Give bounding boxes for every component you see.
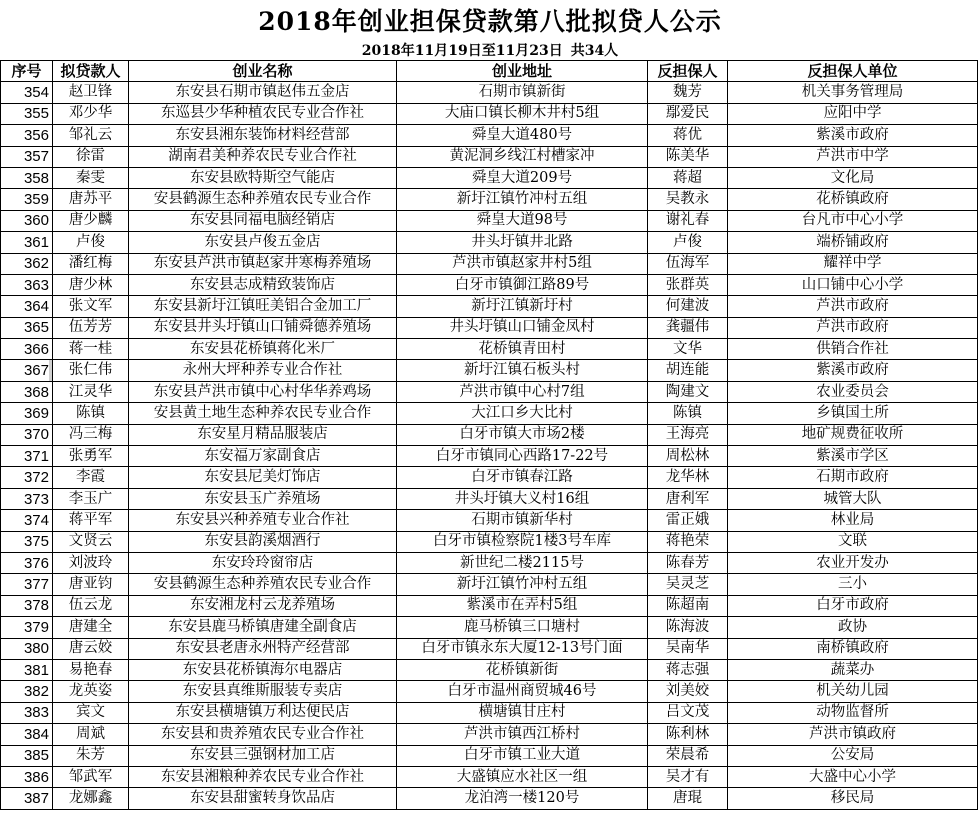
- cell-guarantor-unit[interactable]: 紫溪市学区: [728, 446, 978, 467]
- cell-serial[interactable]: 387: [1, 788, 53, 809]
- cell-serial[interactable]: 364: [1, 296, 53, 317]
- cell-business-address[interactable]: 鹿马桥镇三口塘村: [397, 617, 648, 638]
- cell-serial[interactable]: 380: [1, 638, 53, 659]
- cell-serial[interactable]: 377: [1, 574, 53, 595]
- cell-serial[interactable]: 363: [1, 274, 53, 295]
- cell-business-address[interactable]: 白牙市镇同心西路17-22号: [397, 446, 648, 467]
- cell-serial[interactable]: 379: [1, 617, 53, 638]
- cell-guarantor[interactable]: 陈海波: [648, 617, 728, 638]
- table-row: [1, 574, 978, 595]
- cell-guarantor[interactable]: 陈镇: [648, 403, 728, 424]
- cell-guarantor-unit[interactable]: 供销合作社: [728, 339, 978, 360]
- cell-business-name[interactable]: 东安县湘东装饰材料经营部: [129, 125, 397, 146]
- cell-guarantor-unit[interactable]: 文化局: [728, 167, 978, 188]
- cell-business-name[interactable]: 永州大坪种养专业合作社: [129, 360, 397, 381]
- table-row: [1, 595, 978, 616]
- cell-business-address[interactable]: 舜皇大道480号: [397, 125, 648, 146]
- cell-guarantor[interactable]: 吴南华: [648, 638, 728, 659]
- cell-borrower[interactable]: 赵卫锋: [53, 82, 129, 103]
- cell-guarantor[interactable]: 唐琨: [648, 788, 728, 809]
- cell-guarantor[interactable]: 吕文茂: [648, 702, 728, 723]
- cell-serial[interactable]: 370: [1, 424, 53, 445]
- cell-serial[interactable]: 378: [1, 595, 53, 616]
- cell-borrower[interactable]: 刘波玲: [53, 552, 129, 573]
- cell-business-address[interactable]: 井头圩镇大义村16组: [397, 488, 648, 509]
- cell-borrower[interactable]: 邹礼云: [53, 125, 129, 146]
- table-row: [1, 702, 978, 723]
- cell-serial[interactable]: 368: [1, 381, 53, 402]
- cell-business-name[interactable]: 东安县韵溪烟酒行: [129, 531, 397, 552]
- cell-guarantor[interactable]: 蒋艳荣: [648, 531, 728, 552]
- cell-guarantor[interactable]: 蒋志强: [648, 659, 728, 680]
- cell-guarantor[interactable]: 张群英: [648, 274, 728, 295]
- cell-business-name[interactable]: 东安星月精品服装店: [129, 424, 397, 445]
- cell-guarantor[interactable]: 胡连能: [648, 360, 728, 381]
- cell-business-name[interactable]: 东安县井头圩镇山口铺舜德养殖场: [129, 317, 397, 338]
- cell-business-name[interactable]: 东安县玉广养殖场: [129, 488, 397, 509]
- cell-serial[interactable]: 373: [1, 488, 53, 509]
- cell-borrower[interactable]: 张勇军: [53, 446, 129, 467]
- cell-business-name[interactable]: 东安县尼美灯饰店: [129, 467, 397, 488]
- cell-business-name[interactable]: 东安县老唐永州特产经营部: [129, 638, 397, 659]
- table-row: [1, 424, 978, 445]
- column-header-guarantor[interactable]: 反担保人: [648, 61, 728, 82]
- table-row: [1, 189, 978, 210]
- cell-business-address[interactable]: 芦洪市镇赵家井村5组: [397, 253, 648, 274]
- cell-guarantor-unit[interactable]: 林业局: [728, 510, 978, 531]
- cell-business-address[interactable]: 黄泥洞乡线江村槽家冲: [397, 146, 648, 167]
- cell-serial[interactable]: 374: [1, 510, 53, 531]
- cell-business-name[interactable]: 东安福万家副食店: [129, 446, 397, 467]
- cell-serial[interactable]: 375: [1, 531, 53, 552]
- loan-applicant-table: [0, 60, 978, 810]
- cell-serial[interactable]: 376: [1, 552, 53, 573]
- column-header-serial[interactable]: 序号: [1, 61, 53, 82]
- cell-guarantor-unit[interactable]: 文联: [728, 531, 978, 552]
- cell-guarantor[interactable]: 蒋超: [648, 167, 728, 188]
- table-row: [1, 531, 978, 552]
- cell-borrower[interactable]: 李玉广: [53, 488, 129, 509]
- cell-business-address[interactable]: 白牙市镇御江路89号: [397, 274, 648, 295]
- table-row: [1, 82, 978, 103]
- cell-business-name[interactable]: 东安玲玲窗帘店: [129, 552, 397, 573]
- cell-business-address[interactable]: 大盛镇应水社区一组: [397, 766, 648, 787]
- cell-borrower[interactable]: 邹武军: [53, 766, 129, 787]
- cell-guarantor[interactable]: 刘美姣: [648, 681, 728, 702]
- cell-business-address[interactable]: 舜皇大道209号: [397, 167, 648, 188]
- cell-serial[interactable]: 355: [1, 103, 53, 124]
- cell-serial[interactable]: 381: [1, 659, 53, 680]
- cell-serial[interactable]: 383: [1, 702, 53, 723]
- cell-serial[interactable]: 372: [1, 467, 53, 488]
- cell-borrower[interactable]: 卢俊: [53, 232, 129, 253]
- cell-borrower[interactable]: 李霞: [53, 467, 129, 488]
- cell-borrower[interactable]: 唐少林: [53, 274, 129, 295]
- table-row: [1, 724, 978, 745]
- cell-business-name[interactable]: 东安县芦洪市镇赵家井寒梅养殖场: [129, 253, 397, 274]
- cell-guarantor-unit[interactable]: 机关事务管理局: [728, 82, 978, 103]
- cell-business-address[interactable]: 井头圩镇井北路: [397, 232, 648, 253]
- cell-guarantor[interactable]: 谢礼春: [648, 210, 728, 231]
- cell-business-name[interactable]: 安县黄土地生态种养农民专业合作: [129, 403, 397, 424]
- cell-serial[interactable]: 367: [1, 360, 53, 381]
- cell-borrower[interactable]: 冯三梅: [53, 424, 129, 445]
- cell-guarantor-unit[interactable]: 城管大队: [728, 488, 978, 509]
- cell-borrower[interactable]: 宾文: [53, 702, 129, 723]
- cell-business-name[interactable]: 东安县兴种养殖专业合作社: [129, 510, 397, 531]
- cell-guarantor[interactable]: 文华: [648, 339, 728, 360]
- cell-business-name[interactable]: 东安县鹿马桥镇唐建全副食店: [129, 617, 397, 638]
- cell-borrower[interactable]: 朱芳: [53, 745, 129, 766]
- cell-borrower[interactable]: 徐雷: [53, 146, 129, 167]
- cell-guarantor-unit[interactable]: 花桥镇政府: [728, 189, 978, 210]
- cell-serial[interactable]: 354: [1, 82, 53, 103]
- cell-business-address[interactable]: 横塘镇甘庄村: [397, 702, 648, 723]
- cell-serial[interactable]: 360: [1, 210, 53, 231]
- cell-guarantor-unit[interactable]: 芦洪市镇政府: [728, 724, 978, 745]
- cell-borrower[interactable]: 蒋平军: [53, 510, 129, 531]
- cell-business-address[interactable]: 新圩江镇竹冲村五组: [397, 189, 648, 210]
- cell-borrower[interactable]: 张仁伟: [53, 360, 129, 381]
- cell-serial[interactable]: 358: [1, 167, 53, 188]
- table-row: [1, 296, 978, 317]
- column-header-borrower[interactable]: 拟贷款人: [53, 61, 129, 82]
- table-row: [1, 167, 978, 188]
- applicant-count: 共34人: [570, 43, 619, 59]
- table-row: [1, 766, 978, 787]
- cell-guarantor[interactable]: 卢俊: [648, 232, 728, 253]
- cell-serial[interactable]: 382: [1, 681, 53, 702]
- cell-guarantor-unit[interactable]: 农业开发办: [728, 552, 978, 573]
- cell-business-address[interactable]: 白牙市温州商贸城46号: [397, 681, 648, 702]
- table-row: [1, 232, 978, 253]
- table-row: [1, 360, 978, 381]
- cell-borrower[interactable]: 龙娜鑫: [53, 788, 129, 809]
- cell-business-name[interactable]: 东安县真维斯服装专卖店: [129, 681, 397, 702]
- cell-guarantor[interactable]: 龙华林: [648, 467, 728, 488]
- cell-borrower[interactable]: 唐建全: [53, 617, 129, 638]
- cell-guarantor-unit[interactable]: 乡镇国土所: [728, 403, 978, 424]
- table-row: [1, 659, 978, 680]
- cell-borrower[interactable]: 伍云龙: [53, 595, 129, 616]
- column-header-business-name[interactable]: 创业名称: [129, 61, 397, 82]
- cell-serial[interactable]: 366: [1, 339, 53, 360]
- cell-serial[interactable]: 359: [1, 189, 53, 210]
- table-row: [1, 381, 978, 402]
- cell-guarantor-unit[interactable]: 南桥镇政府: [728, 638, 978, 659]
- cell-business-name[interactable]: 东安县芦洪市镇中心村华华养鸡场: [129, 381, 397, 402]
- cell-guarantor[interactable]: 周松林: [648, 446, 728, 467]
- cell-business-name[interactable]: 东巡县少华种植农民专业合作社: [129, 103, 397, 124]
- cell-borrower[interactable]: 江灵华: [53, 381, 129, 402]
- table-row: [1, 467, 978, 488]
- cell-guarantor[interactable]: 吴才有: [648, 766, 728, 787]
- cell-borrower[interactable]: 秦雯: [53, 167, 129, 188]
- table-row: [1, 488, 978, 509]
- cell-borrower[interactable]: 邓少华: [53, 103, 129, 124]
- cell-serial[interactable]: 371: [1, 446, 53, 467]
- cell-guarantor-unit[interactable]: 蔬菜办: [728, 659, 978, 680]
- cell-guarantor[interactable]: 蒋优: [648, 125, 728, 146]
- publication-period: 2018年11月19日至11月23日: [361, 43, 563, 59]
- cell-guarantor[interactable]: 陈春芳: [648, 552, 728, 573]
- table-row: [1, 745, 978, 766]
- cell-business-address[interactable]: 舜皇大道98号: [397, 210, 648, 231]
- cell-guarantor-unit[interactable]: 台凡市中心小学: [728, 210, 978, 231]
- table-row: [1, 146, 978, 167]
- cell-guarantor-unit[interactable]: 农业委员会: [728, 381, 978, 402]
- table-row: [1, 103, 978, 124]
- cell-business-address[interactable]: 白牙市镇永东大厦12-13号门面: [397, 638, 648, 659]
- table-row: [1, 125, 978, 146]
- cell-borrower[interactable]: 唐苏平: [53, 189, 129, 210]
- table-row: [1, 552, 978, 573]
- table-row: [1, 317, 978, 338]
- cell-business-name[interactable]: 东安县志成精致装饰店: [129, 274, 397, 295]
- cell-business-name[interactable]: 东安县湘粮种养农民专业合作社: [129, 766, 397, 787]
- cell-borrower[interactable]: 文贤云: [53, 531, 129, 552]
- cell-guarantor-unit[interactable]: 机关幼儿园: [728, 681, 978, 702]
- cell-guarantor[interactable]: 唐利军: [648, 488, 728, 509]
- table-row: [1, 446, 978, 467]
- page-subtitle: [0, 40, 980, 60]
- cell-borrower[interactable]: 蒋一桂: [53, 339, 129, 360]
- cell-guarantor[interactable]: 荣晨希: [648, 745, 728, 766]
- cell-business-name[interactable]: 东安县花桥镇海尔电器店: [129, 659, 397, 680]
- cell-borrower[interactable]: 伍芳芳: [53, 317, 129, 338]
- cell-business-address[interactable]: 白牙市镇春江路: [397, 467, 648, 488]
- cell-borrower[interactable]: 潘红梅: [53, 253, 129, 274]
- cell-business-address[interactable]: 芦洪市镇西江桥村: [397, 724, 648, 745]
- table-row: [1, 617, 978, 638]
- cell-guarantor-unit[interactable]: 芦洪市政府: [728, 296, 978, 317]
- cell-borrower[interactable]: 唐云姣: [53, 638, 129, 659]
- cell-serial[interactable]: 386: [1, 766, 53, 787]
- cell-business-address[interactable]: 新圩江镇石板头村: [397, 360, 648, 381]
- cell-business-address[interactable]: 紫溪市在弄村5组: [397, 595, 648, 616]
- table-row: [1, 403, 978, 424]
- cell-business-address[interactable]: 龙泊湾一楼120号: [397, 788, 648, 809]
- table-row: [1, 274, 978, 295]
- cell-guarantor-unit[interactable]: 端桥铺政府: [728, 232, 978, 253]
- table-row: [1, 210, 978, 231]
- cell-guarantor[interactable]: 王海亮: [648, 424, 728, 445]
- cell-guarantor[interactable]: 吴教永: [648, 189, 728, 210]
- cell-business-name[interactable]: 安县鹤源生态种养殖农民专业合作: [129, 189, 397, 210]
- cell-guarantor[interactable]: 吴灵芝: [648, 574, 728, 595]
- cell-business-address[interactable]: 新世纪二楼2115号: [397, 552, 648, 573]
- cell-serial[interactable]: 357: [1, 146, 53, 167]
- cell-borrower[interactable]: 龙英姿: [53, 681, 129, 702]
- table-row: [1, 253, 978, 274]
- cell-guarantor[interactable]: 陈利林: [648, 724, 728, 745]
- cell-borrower[interactable]: 唐亚钧: [53, 574, 129, 595]
- column-header-business-address[interactable]: 创业地址: [397, 61, 648, 82]
- cell-business-address[interactable]: 新圩江镇新圩村: [397, 296, 648, 317]
- cell-guarantor[interactable]: 伍海军: [648, 253, 728, 274]
- cell-guarantor-unit[interactable]: 耀祥中学: [728, 253, 978, 274]
- table-row: [1, 510, 978, 531]
- cell-serial[interactable]: 385: [1, 745, 53, 766]
- cell-guarantor-unit[interactable]: 紫溪市政府: [728, 125, 978, 146]
- cell-guarantor-unit[interactable]: 动物监督所: [728, 702, 978, 723]
- cell-guarantor-unit[interactable]: 紫溪市政府: [728, 360, 978, 381]
- cell-business-address[interactable]: 井头圩镇山口铺金凤村: [397, 317, 648, 338]
- cell-business-name[interactable]: 东安县卢俊五金店: [129, 232, 397, 253]
- column-header-guarantor-unit[interactable]: 反担保人单位: [728, 61, 978, 82]
- cell-guarantor-unit[interactable]: 芦洪市中学: [728, 146, 978, 167]
- cell-guarantor-unit[interactable]: 大盛中心小学: [728, 766, 978, 787]
- cell-guarantor[interactable]: 陶建文: [648, 381, 728, 402]
- cell-business-address[interactable]: 石期市镇新华村: [397, 510, 648, 531]
- cell-serial[interactable]: 362: [1, 253, 53, 274]
- cell-guarantor[interactable]: 魏芳: [648, 82, 728, 103]
- cell-business-name[interactable]: 东安县新圩江镇旺美铝合金加工厂: [129, 296, 397, 317]
- cell-guarantor[interactable]: 鄢爱民: [648, 103, 728, 124]
- cell-guarantor-unit[interactable]: 石期市政府: [728, 467, 978, 488]
- cell-guarantor-unit[interactable]: 三小: [728, 574, 978, 595]
- cell-business-name[interactable]: 湖南君美种养农民专业合作社: [129, 146, 397, 167]
- cell-serial[interactable]: 361: [1, 232, 53, 253]
- cell-guarantor-unit[interactable]: 白牙市政府: [728, 595, 978, 616]
- cell-serial[interactable]: 384: [1, 724, 53, 745]
- cell-guarantor-unit[interactable]: 山口铺中心小学: [728, 274, 978, 295]
- cell-guarantor[interactable]: 雷正娥: [648, 510, 728, 531]
- cell-business-address[interactable]: 新圩江镇竹冲村五组: [397, 574, 648, 595]
- cell-business-address[interactable]: 大江口乡大比村: [397, 403, 648, 424]
- cell-guarantor-unit[interactable]: 地矿规费征收所: [728, 424, 978, 445]
- cell-guarantor-unit[interactable]: 移民局: [728, 788, 978, 809]
- cell-business-address[interactable]: 芦洪市镇中心村7组: [397, 381, 648, 402]
- cell-guarantor-unit[interactable]: 政协: [728, 617, 978, 638]
- table-row: [1, 681, 978, 702]
- cell-business-address[interactable]: 花桥镇新街: [397, 659, 648, 680]
- cell-guarantor-unit[interactable]: 芦洪市政府: [728, 317, 978, 338]
- cell-serial[interactable]: 365: [1, 317, 53, 338]
- cell-guarantor-unit[interactable]: 应阳中学: [728, 103, 978, 124]
- table-row: [1, 638, 978, 659]
- cell-business-name[interactable]: 东安县三强钢材加工店: [129, 745, 397, 766]
- cell-borrower[interactable]: 易艳春: [53, 659, 129, 680]
- cell-business-address[interactable]: 白牙市镇检察院1楼3号车库: [397, 531, 648, 552]
- cell-business-address[interactable]: 白牙市镇大市场2楼: [397, 424, 648, 445]
- cell-business-name[interactable]: 东安县横塘镇万利达便民店: [129, 702, 397, 723]
- cell-business-name[interactable]: 东安湘龙村云龙养殖场: [129, 595, 397, 616]
- cell-business-address[interactable]: 白牙市镇工业大道: [397, 745, 648, 766]
- cell-guarantor[interactable]: 陈超南: [648, 595, 728, 616]
- cell-borrower[interactable]: 张文军: [53, 296, 129, 317]
- cell-business-name[interactable]: 东安县甜蜜转身饮品店: [129, 788, 397, 809]
- cell-business-name[interactable]: 东安县同福电脑经销店: [129, 210, 397, 231]
- cell-guarantor[interactable]: 陈美华: [648, 146, 728, 167]
- table-row: [1, 788, 978, 809]
- cell-guarantor[interactable]: 龚疆伟: [648, 317, 728, 338]
- cell-business-address[interactable]: 花桥镇青田村: [397, 339, 648, 360]
- cell-borrower[interactable]: 陈镇: [53, 403, 129, 424]
- cell-serial[interactable]: 356: [1, 125, 53, 146]
- page-title: 2018年创业担保贷款第八批拟贷人公示: [258, 7, 722, 36]
- cell-business-address[interactable]: 大庙口镇长柳木井村5组: [397, 103, 648, 124]
- cell-guarantor-unit[interactable]: 公安局: [728, 745, 978, 766]
- cell-business-name[interactable]: 东安县石期市镇赵伟五金店: [129, 82, 397, 103]
- cell-serial[interactable]: 369: [1, 403, 53, 424]
- cell-business-name[interactable]: 东安县花桥镇蒋化米厂: [129, 339, 397, 360]
- table-row: [1, 339, 978, 360]
- table-header-row: [1, 61, 978, 82]
- table-body: [1, 82, 978, 809]
- cell-guarantor[interactable]: 何建波: [648, 296, 728, 317]
- cell-business-address[interactable]: 石期市镇新街: [397, 82, 648, 103]
- cell-business-name[interactable]: 安县鹤源生态种养殖农民专业合作: [129, 574, 397, 595]
- cell-borrower[interactable]: 周斌: [53, 724, 129, 745]
- cell-business-name[interactable]: 东安县欧特斯空气能店: [129, 167, 397, 188]
- cell-borrower[interactable]: 唐少麟: [53, 210, 129, 231]
- cell-business-name[interactable]: 东安县和贵养殖农民专业合作社: [129, 724, 397, 745]
